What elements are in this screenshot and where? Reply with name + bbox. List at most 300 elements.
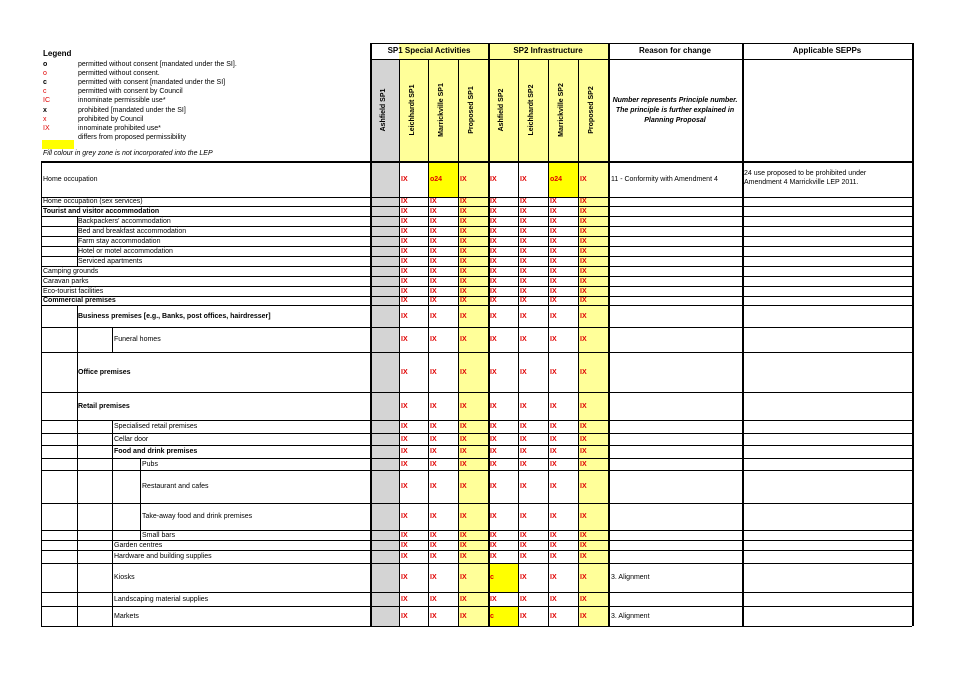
row-border [41,458,912,459]
permissibility-value: IX [401,435,408,443]
row-label: Eco-tourist facilities [43,287,104,295]
permissibility-value: IX [550,402,557,410]
indent-line [77,503,78,530]
permissibility-value: IX [430,227,437,235]
permissibility-value: IX [401,198,408,205]
column-header: Marrickville SP1 [438,83,445,137]
row-border [41,197,912,198]
row-label: Farm stay accommodation [78,237,161,245]
permissibility-value: IX [580,267,587,275]
row-border [41,626,912,627]
row-border [41,266,912,267]
permissibility-value: IX [490,217,497,225]
permissibility-value: IX [550,435,557,443]
indent-line [112,420,113,433]
indent-line [77,256,78,266]
permissibility-value: IX [430,402,437,410]
permissibility-value: c [490,574,494,581]
permissibility-value: IX [520,541,527,549]
permissibility-value: IX [490,595,497,603]
column-header: Ashfield SP2 [498,88,505,132]
permissibility-value: IX [460,483,467,490]
sepp-cell: 24 use proposed to be prohibited under Amendment 4 Marrickville LEP 2011. [744,170,867,186]
permissibility-value: IX [580,448,587,455]
permissibility-value: IX [550,312,557,320]
permissibility-value: IX [520,257,527,265]
legend-description: permitted with consent by Council [78,88,183,96]
permissibility-value: IX [401,460,408,468]
permissibility-value: IX [430,237,437,245]
permissibility-value: IX [550,287,557,295]
permissibility-value: IX [580,247,587,255]
permissibility-value: IX [460,175,467,183]
row-border [41,530,912,531]
permissibility-value: IX [401,423,408,430]
permissibility-value: IX [580,612,587,620]
permissibility-value: IX [550,277,557,285]
indent-line [77,236,78,246]
permissibility-value: IX [550,267,557,275]
permissibility-value: IX [460,402,467,410]
row-label: Retail premises [78,402,130,410]
legend-fill-note: Fill colour in grey zone is not incorporated into the LEP [43,150,213,157]
reason-header-divider [608,59,912,60]
permissibility-value: IX [550,336,557,343]
row-label: Kiosks [114,574,135,581]
permissibility-value: IX [490,198,497,205]
permissibility-value: IX [580,531,587,539]
grey-fill-ashfield-sp1-column [370,161,399,626]
reason-cell: 3. Alignment [611,612,650,620]
permissibility-value: IX [430,198,437,205]
permissibility-value: IX [460,531,467,539]
row-border [41,392,912,393]
permissibility-value: IX [520,448,527,455]
permissibility-value: IX [490,227,497,235]
permissibility-value: IX [430,247,437,255]
permissibility-value: IX [401,541,408,549]
legend-code: c [43,79,47,87]
row-label: Pubs [142,460,158,468]
permissibility-value: IX [580,541,587,549]
row-border [41,305,912,306]
permissibility-value: IX [520,267,527,275]
row-border [41,276,912,277]
permissibility-value: IX [520,336,527,343]
permissibility-value: IX [430,207,437,215]
permissibility-value: IX [460,312,467,320]
row-border [41,216,912,217]
permissibility-value: IX [460,435,467,443]
row-border [41,256,912,257]
row-label: Caravan parks [43,277,89,285]
row-border [41,236,912,237]
permissibility-value: IX [460,287,467,295]
permissibility-value: IX [430,423,437,430]
permissibility-value: IX [520,277,527,285]
permissibility-value: IX [401,247,408,255]
table-right-border [912,43,914,626]
value-column-border [399,59,400,626]
indent-line [77,540,78,550]
permissibility-value: IX [460,574,467,581]
indent-line [112,470,113,503]
permissibility-value: IX [580,435,587,443]
permissibility-value: IX [401,595,408,603]
permissibility-value: IX [490,483,497,490]
indent-line [77,246,78,256]
indent-line [77,563,78,592]
legend-code: x [43,115,47,123]
legend-title: Legend [43,49,72,58]
permissibility-value: IX [430,435,437,443]
permissibility-value: IX [520,595,527,603]
permissibility-value: IX [580,175,587,183]
permissibility-value: IX [401,368,408,376]
permissibility-value: IX [550,368,557,376]
value-column-border [548,59,549,626]
permissibility-value: IX [430,277,437,285]
indent-line [140,470,141,503]
row-label: Hardware and building supplies [114,553,212,560]
permissibility-value: IX [580,336,587,343]
row-border [41,445,912,446]
permissibility-value: IX [401,553,408,560]
column-header: Marrickville SP2 [558,83,565,137]
sp2-left-border [488,43,490,626]
indent-line [77,445,78,458]
value-column-border [518,59,519,626]
permissibility-value: IX [460,247,467,255]
permissibility-value: IX [460,460,467,468]
permissibility-value: IX [550,553,557,560]
row-label: Food and drink premises [114,448,198,455]
indent-line [77,470,78,503]
permissibility-value: IX [401,483,408,490]
row-border [41,592,912,593]
permissibility-value: IX [520,460,527,468]
row-label: Landscaping material supplies [114,595,209,603]
permissibility-value: IX [520,207,527,215]
row-border [41,433,912,434]
permissibility-value: IX [550,513,557,520]
permissibility-value: IX [550,198,557,205]
permissibility-value: IX [401,336,408,343]
permissibility-value: IX [401,267,408,275]
permissibility-value: IX [401,312,408,320]
reason-left-border [608,43,610,626]
permissibility-value: IX [490,312,497,320]
permissibility-value: IX [580,257,587,265]
indent-line [77,592,78,606]
applicable-sepps-header: Applicable SEPPs [792,46,862,55]
legend-code: c [43,88,47,96]
permissibility-value: IX [520,287,527,295]
indent-line [77,606,78,626]
row-label: Garden centres [114,541,163,549]
indent-line [77,327,78,352]
permissibility-value: IX [550,541,557,549]
permissibility-value: IX [401,257,408,265]
permissibility-value: IX [550,460,557,468]
permissibility-value: IX [520,574,527,581]
permissibility-value: IX [401,574,408,581]
sepp-left-border [742,43,744,626]
permissibility-value: IX [580,277,587,285]
table-left-border [41,161,42,626]
legend-description: permitted with consent [mandated under the SI] [78,79,226,87]
row-label: Specialised retail premises [114,423,198,430]
row-label: Funeral homes [114,336,161,343]
permissibility-value: IX [430,257,437,265]
permissibility-value: IX [580,312,587,320]
permissibility-value: IX [520,198,527,205]
permissibility-value: IX [580,217,587,225]
permissibility-value: IX [520,247,527,255]
permissibility-value: IX [460,198,467,205]
row-border [41,226,912,227]
indent-line [77,352,78,392]
permissibility-value: IX [520,368,527,376]
permissibility-value: IX [430,368,437,376]
permissibility-value: IX [460,297,467,304]
permissibility-value: IX [520,237,527,245]
permissibility-value: IX [520,513,527,520]
permissibility-value: IX [401,175,408,183]
legend-code: IC [43,97,50,105]
indent-line [112,606,113,626]
permissibility-value: IX [401,227,408,235]
row-border [41,206,912,207]
permissibility-value: IX [460,227,467,235]
row-label: Small bars [142,531,176,539]
row-label: Office premises [78,368,131,376]
permissibility-value: IX [430,513,437,520]
row-border [41,296,912,297]
header-bottom-border [41,161,912,163]
indent-line [112,433,113,445]
permissibility-value: IX [460,267,467,275]
permissibility-value: IX [550,247,557,255]
indent-line [77,433,78,445]
indent-line [140,530,141,540]
permissibility-value: IX [490,207,497,215]
permissibility-value: IX [490,247,497,255]
permissibility-value: IX [460,217,467,225]
permissibility-value: IX [460,237,467,245]
row-label: Take-away food and drink premises [142,513,253,520]
permissibility-value: IX [460,207,467,215]
indent-line [77,392,78,420]
permissibility-value: IX [490,257,497,265]
permissibility-value: IX [430,336,437,343]
permissibility-value: IX [520,553,527,560]
row-label: Restaurant and cafes [142,483,209,490]
permissibility-value: IX [550,448,557,455]
permissibility-value: IX [401,531,408,539]
row-label: Serviced apartments [78,257,143,265]
permissibility-value: IX [430,217,437,225]
indent-line [112,530,113,540]
permissibility-value: IX [401,287,408,295]
legend-description: innominate prohibited use* [78,124,161,132]
legend-code: o [43,61,48,68]
permissibility-value: IX [580,297,587,304]
permissibility-value: IX [580,402,587,410]
permissibility-value: IX [490,237,497,245]
indent-line [77,420,78,433]
indent-line [112,503,113,530]
row-label: Commercial premises [43,297,116,304]
indent-line [112,540,113,550]
permissibility-value: IX [520,297,527,304]
permissibility-value: IX [460,553,467,560]
permissibility-value: IX [580,287,587,295]
indent-line [77,226,78,236]
permissibility-value: IX [550,207,557,215]
legend-description: prohibited [mandated under the SI] [78,106,186,114]
legend-code: IX [43,124,50,132]
indent-line [140,503,141,530]
permissibility-value: IX [460,595,467,603]
permissibility-value: IX [580,513,587,520]
row-label: Cellar door [114,435,149,443]
row-border [41,550,912,551]
permissibility-value: IX [430,448,437,455]
permissibility-value: IX [580,483,587,490]
permissibility-value: IX [520,217,527,225]
permissibility-value: IX [490,513,497,520]
permissibility-value: IX [460,448,467,455]
permissibility-value: IX [401,297,408,304]
permissibility-value: IX [401,237,408,245]
legend-code: x [43,106,47,114]
permissibility-value: IX [580,423,587,430]
permissibility-value: IX [490,402,497,410]
row-border [41,606,912,607]
group-header-sp1: SP1 Special Activities [387,46,471,55]
permissibility-value: IX [550,423,557,430]
permissibility-value: IX [580,237,587,245]
row-label: Camping grounds [43,267,99,275]
permissibility-value: IX [430,297,437,304]
row-label: Backpackers' accommodation [78,217,171,225]
indent-line [112,563,113,592]
column-header: Proposed SP1 [468,86,475,134]
permissibility-value: IX [460,257,467,265]
permissibility-value: IX [460,423,467,430]
permissibility-value: o24 [550,175,563,183]
permissibility-value: IX [520,435,527,443]
column-header: Leichhardt SP1 [408,84,416,136]
column-header: Proposed SP2 [588,86,595,134]
permissibility-value: IX [460,368,467,376]
row-border [41,420,912,421]
permissibility-value: IX [490,287,497,295]
sp1-left-border [370,43,372,626]
permissibility-value: IX [520,227,527,235]
row-label: Tourist and visitor accommodation [43,207,160,215]
permissibility-value: IX [490,460,497,468]
permissibility-value: IX [490,368,497,376]
permissibility-value: IX [490,435,497,443]
legend-description: differs from proposed permissibility [78,133,187,141]
permissibility-value: IX [430,460,437,468]
legend-description: prohibited by Council [78,115,144,123]
permissibility-value: IX [580,368,587,376]
permissibility-value: IX [430,612,437,620]
permissibility-value: IX [460,513,467,520]
row-border [41,563,912,564]
permissibility-value: IX [550,483,557,490]
indent-line [77,458,78,470]
legend-description: permitted without consent [mandated under the SI]. [78,61,237,68]
permissibility-value: IX [520,312,527,320]
indent-line [77,530,78,540]
permissibility-value: IX [401,277,408,285]
permissibility-value: IX [401,207,408,215]
row-label: Home occupation [43,175,98,183]
permissibility-value: IX [430,553,437,560]
reason-explanation-note: Number represents Principle number. The principle is further explained in Planning Proposal [612,97,738,124]
permissibility-value: IX [550,217,557,225]
permissibility-value: IX [550,574,557,581]
permissibility-value: IX [520,423,527,430]
permissibility-value: IX [401,402,408,410]
permissibility-value: IX [460,541,467,549]
permissibility-value: IX [430,595,437,603]
row-border [41,246,912,247]
permissibility-value: IX [430,483,437,490]
indent-line [112,327,113,352]
row-border [41,540,912,541]
permissibility-value: IX [550,297,557,304]
permissibility-value: IX [520,483,527,490]
row-label: Business premises [e.g., Banks, post offices, hairdresser] [78,312,271,320]
column-header: Ashfield SP1 [379,88,387,132]
permissibility-value: IX [490,297,497,304]
permissibility-value: IX [580,198,587,205]
permissibility-value: IX [490,531,497,539]
legend-description: innominate permissible use* [78,97,166,105]
row-border [41,503,912,504]
legend-code: o [43,70,47,78]
permissibility-value: IX [550,612,557,620]
reason-for-change-header: Reason for change [638,46,711,55]
permissibility-value: IX [460,612,467,620]
reason-cell: 3. Alignment [611,574,650,581]
row-label: Bed and breakfast accommodation [78,227,187,235]
permissibility-value: IX [550,531,557,539]
permissibility-value: IX [430,541,437,549]
permissibility-value: IX [550,227,557,235]
indent-line [112,445,113,458]
reason-cell: 11 - Conformity with Amendment 4 [611,175,718,183]
permissibility-value: IX [580,553,587,560]
permissibility-value: IX [490,448,497,455]
indent-line [112,592,113,606]
permissibility-value: IX [430,312,437,320]
permissibility-value: IX [580,227,587,235]
permissibility-value: IX [401,217,408,225]
permissibility-value: IX [520,612,527,620]
value-column-border [428,59,429,626]
permissibility-value: IX [580,460,587,468]
permissibility-value: IX [430,287,437,295]
permissibility-value: IX [550,237,557,245]
row-border [41,286,912,287]
column-header: Leichhardt SP2 [528,84,535,136]
